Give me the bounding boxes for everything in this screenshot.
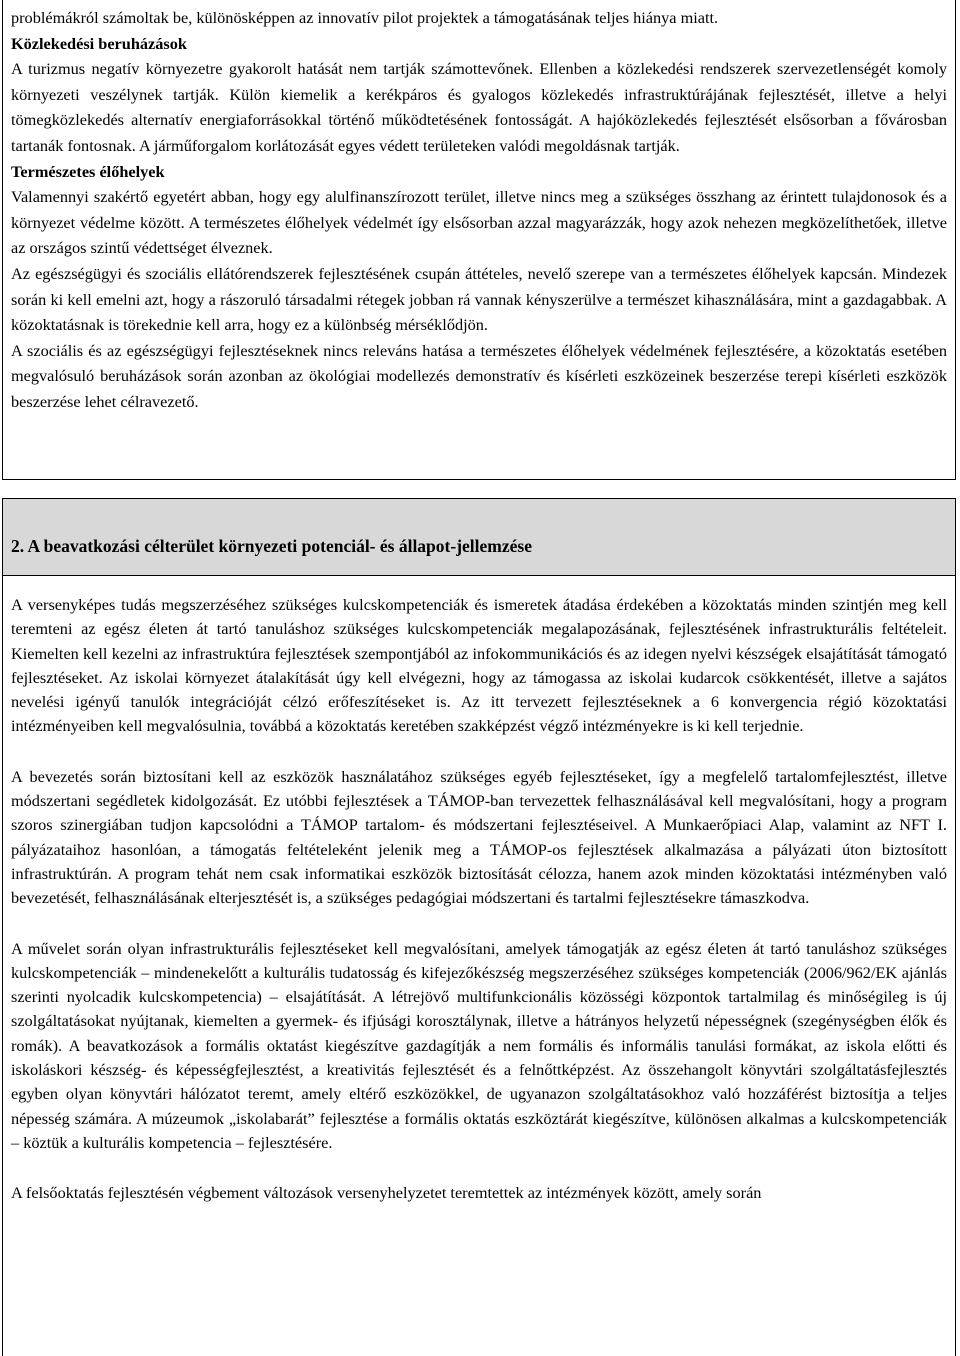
section-1-box — [2, 0, 956, 480]
paragraph-3: A művelet során olyan infrastrukturális fejlesztéseket kell megvalósítani, amelyek támogatják az egész életen át tartó tanuláshoz szükséges kulcskompetenciák – mindenekelőtt a kulturális tudatosság és kifejezőkészség megszerzéséhez szükséges kompetenciák (2006/962/EK ajánlás szerinti nyolcadik kulcskompetencia) – elsajátítását. A létrejövő multifunkcionális közösségi központok tartalmilag és minőségileg is új szolgáltatásokat nyújtanak, kiemelten a gyermek- és ifjúsági korosztálynak, illetve a hátrányos helyzetű népességnek (szegénységben élők és romák). A beavatkozások a formális oktatást kiegészítve gazdagítják a nem formális és informális tanulási formákat, az iskola előtti és iskoláskori készség- és képességfejlesztést, a kreativitás fejlesztését és a felnőttképzést. Az összehangolt könyvtári szolgáltatásfejlesztés egyben olyan könyvtári hálózatot teremt, amely eltérő eszközökkel, de ugyanazon szolgáltatásokhoz való hozzáférést biztosítja a teljes népesség számára. A múzeumok „iskolabarát” fejlesztése a formális oktatás eszköztárát kiegészítve, különösen alkalmas a kulcskompetenciák – köztük a kulturális kompetencia – fejlesztésére. — [11, 938, 947, 1152]
paragraph-habitats-2: Az egészségügyi és szociális ellátórendszerek fejlesztésének csupán áttételes, nevelő szerepe van a természetes élőhelyek kapcsán. Mindezek során ki kell emelni azt, hogy a rászoruló társadalmi rétegek jobban rá vannak kényszerülve a természet kihasználására, mint a gazdagabbak. A közoktatásnak is törekednie kell arra, hogy ez a különbség mérséklődjön. — [11, 263, 947, 335]
section-2-box — [2, 576, 956, 1356]
paragraph-intro: problémákról számoltak be, különösképpen az innovatív pilot projektek a támogatásának teljes hiánya miatt. — [11, 8, 719, 27]
heading-transport: Közlekedési beruházások — [11, 33, 187, 53]
paragraph-2: A bevezetés során biztosítani kell az eszközök használatához szükséges egyéb fejlesztéseket, így a megfelelő tartalomfejlesztést, illetve módszertani segédletek kidolgozását. Ez utóbbi fejlesztések a TÁMOP-ban tervezettek felhasználásával kell megvalósítani, hogy a program szoros szinergiában tudjon kapcsolódni a TÁMOP tartalom- és módszertani fejlesztéseivel. A Munkaerőpiaci Alap, valamint az NFT I. pályázataihoz hasonlóan, a támogatás feltételeként jelenik meg a TÁMOP-os fejlesztések alkalmazása a pályázati úton biztosított infrastruktúrán. A program tehát nem csak informatikai eszközök biztosítását célozza, hanem azok minden közoktatási intézményben való bevezetését, felhasználásának elterjesztését is, a szükséges pedagógiai módszertani és tartalmi fejlesztésekre támaszkodva. — [11, 766, 947, 908]
paragraph-transport: A turizmus negatív környezetre gyakorolt hatását nem tartják számottevőnek. Ellenben a közlekedési rendszerek szervezetlenségét komoly környezeti veszélynek tartják. Külön kiemelik a kerékpáros és gyalogos közlekedés infrastruktúrájának fejlesztését, illetve a helyi tömegközlekedés alternatív energiaforrásokkal történő működtetésének fontosságát. A hajóközlekedés fejlesztését elsősorban a fővárosban tartanák fontosnak. A járműforgalom korlátozását egyes védett területeken valódi megoldásnak tartják. — [11, 59, 947, 155]
heading-habitats: Természetes élőhelyek — [11, 161, 165, 181]
section-2-heading-bar — [2, 498, 956, 576]
paragraph-1: A versenyképes tudás megszerzéséhez szükséges kulcskompetenciák és ismeretek átadása érdekében a közoktatás minden szintjén meg kell teremteni az egész életen át tartó tanuláshoz szükséges kulcskompetenciák megalapozásának, fejlesztésének infrastrukturális feltételeit. Kiemelten kell kezelni az infrastruktúra fejlesztések szempontjából az infokommunikációs és az idegen nyelvi készségek elsajátítását támogató fejlesztéseket. Az iskolai környezet átalakítását úgy kell elvégezni, hogy az támogassa az iskolai kudarcok csökkentését, illetve a sajátos nevelési igényű tanulók integrációját célzó erőfeszítéseket is. Az itt tervezett fejlesztéseknek a 6 konvergencia régió közoktatási intézményeiben kell megvalósulnia, továbbá a közoktatás keretében szakképzést végző intézményekre is ki kell terjednie. — [11, 595, 947, 736]
section-2-title: 2. A beavatkozási célterület környezeti potenciál- és állapot-jellemzése — [11, 536, 532, 556]
paragraph-4: A felsőoktatás fejlesztésén végbement változások versenyhelyzetet teremtettek az intézmények között, amely során — [11, 1183, 762, 1203]
paragraph-habitats-1: Valamennyi szakértő egyetért abban, hogy egy alulfinanszírozott terület, illetve nincs meg a szükséges összhang az érintett tulajdonosok és a környezet védelme között. A természetes élőhelyek védelmét így elsősorban azzal magyarázzák, hogy azok nehezen megközelíthetőek, illetve az országos szintű védettséget élveznek. — [11, 187, 947, 258]
paragraph-habitats-3: A szociális és az egészségügyi fejlesztéseknek nincs releváns hatása a természetes élőhelyek védelmének fejlesztésére, a közoktatás esetében megvalósuló beruházások során azonban az ökológiai modellezés demonstratív és kísérleti eszközeinek beszerzése terepi kísérleti eszközök beszerzése lehet célravezető. — [11, 340, 947, 411]
